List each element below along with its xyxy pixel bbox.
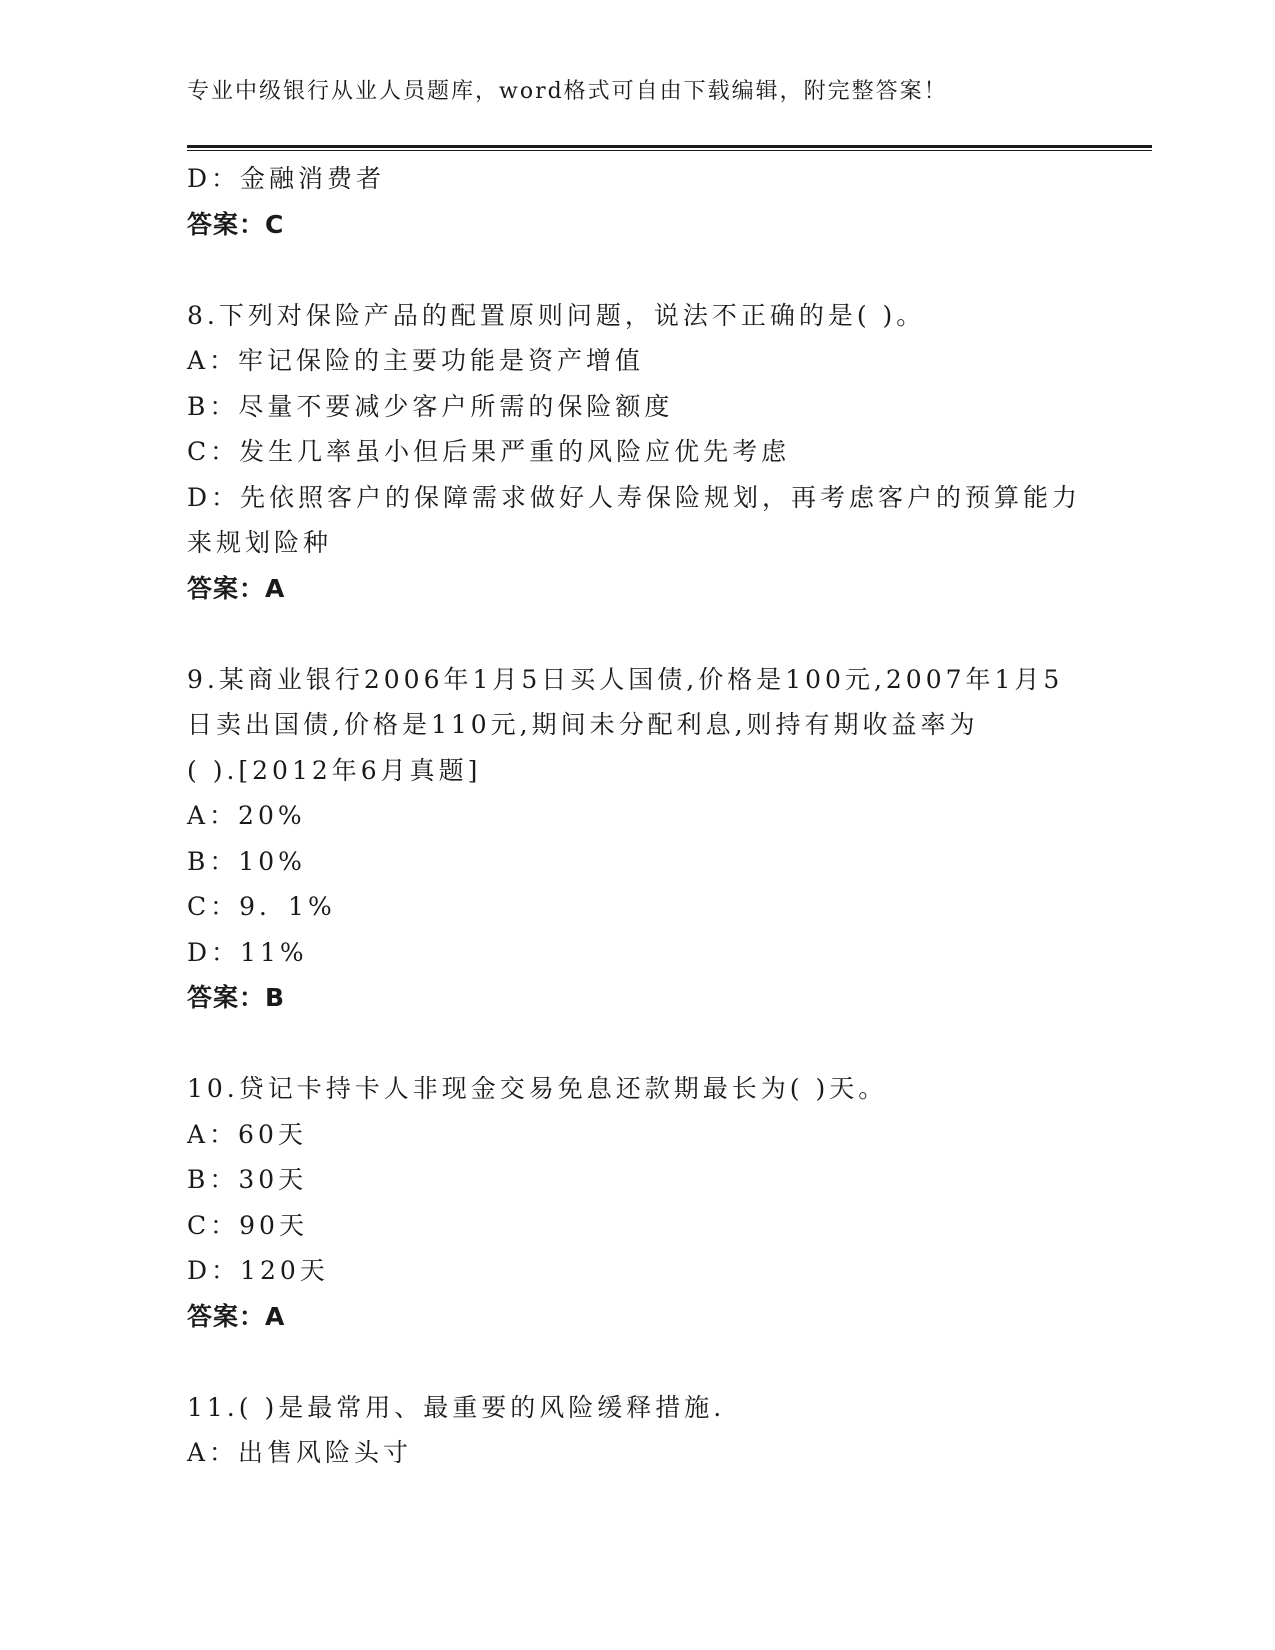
question-10-option-d: D：120天 — [187, 1256, 329, 1285]
question-10-option-a: A：60天 — [187, 1119, 307, 1149]
question-9-option-c: C：9．1% — [187, 892, 336, 921]
question-11-stem: 11.( )是最常用、最重要的风险缓释措施. — [187, 1392, 726, 1422]
question-content — [187, 156, 1087, 1476]
question-8-option-a: A：牢记保险的主要功能是资产增值 — [187, 346, 645, 375]
spacer — [187, 1021, 1087, 1067]
question-10-option-c: C：90天 — [187, 1210, 308, 1240]
option-d: D：金融消费者 — [187, 164, 386, 193]
question-8-option-c: C：发生几率虽小但后果严重的风险应优先考虑 — [187, 437, 791, 466]
question-9-option-d: D：11% — [187, 937, 308, 967]
header-divider-thick — [187, 145, 1152, 148]
question-11-option-a: A：出售风险头寸 — [187, 1438, 413, 1467]
question-8-option-b: B：尽量不要减少客户所需的保险额度 — [187, 391, 674, 421]
spacer — [187, 1339, 1087, 1385]
header-divider-thin — [187, 150, 1152, 151]
question-9-option-a: A：20% — [187, 801, 306, 830]
question-9-stem-line-3: ( ).[2012年6月真题] — [187, 755, 482, 785]
answer-line: 答案：C — [187, 209, 285, 239]
question-10-option-b: B：30天 — [187, 1165, 308, 1194]
question-8-option-d: D：先依照客户的保障需求做好人寿保险规划，再考虑客户的预算能力 — [187, 482, 1082, 512]
spacer — [187, 247, 1087, 293]
question-9-stem-line-2: 日卖出国债,价格是110元,期间未分配利息,则持有期收益率为 — [187, 710, 979, 739]
question-8-option-d-continued: 来规划险种 — [187, 528, 333, 557]
question-9-option-b: B：10% — [187, 846, 306, 876]
header-divider — [187, 145, 1152, 152]
question-10-stem: 10.贷记卡持卡人非现金交易免息还款期最长为( )天。 — [187, 1074, 888, 1103]
page-header: 专业中级银行从业人员题库，word格式可自由下载编辑，附完整答案！ — [187, 79, 948, 104]
question-9-answer: 答案：B — [187, 983, 286, 1012]
question-8-stem: 8.下列对保险产品的配置原则问题，说法不正确的是( )。 — [187, 300, 926, 330]
question-8-answer: 答案：A — [187, 573, 286, 603]
spacer — [187, 611, 1087, 657]
question-9-stem-line-1: 9.某商业银行2006年1月5日买人国债,价格是100元,2007年1月5 — [187, 664, 1064, 694]
question-10-answer: 答案：A — [187, 1301, 286, 1331]
